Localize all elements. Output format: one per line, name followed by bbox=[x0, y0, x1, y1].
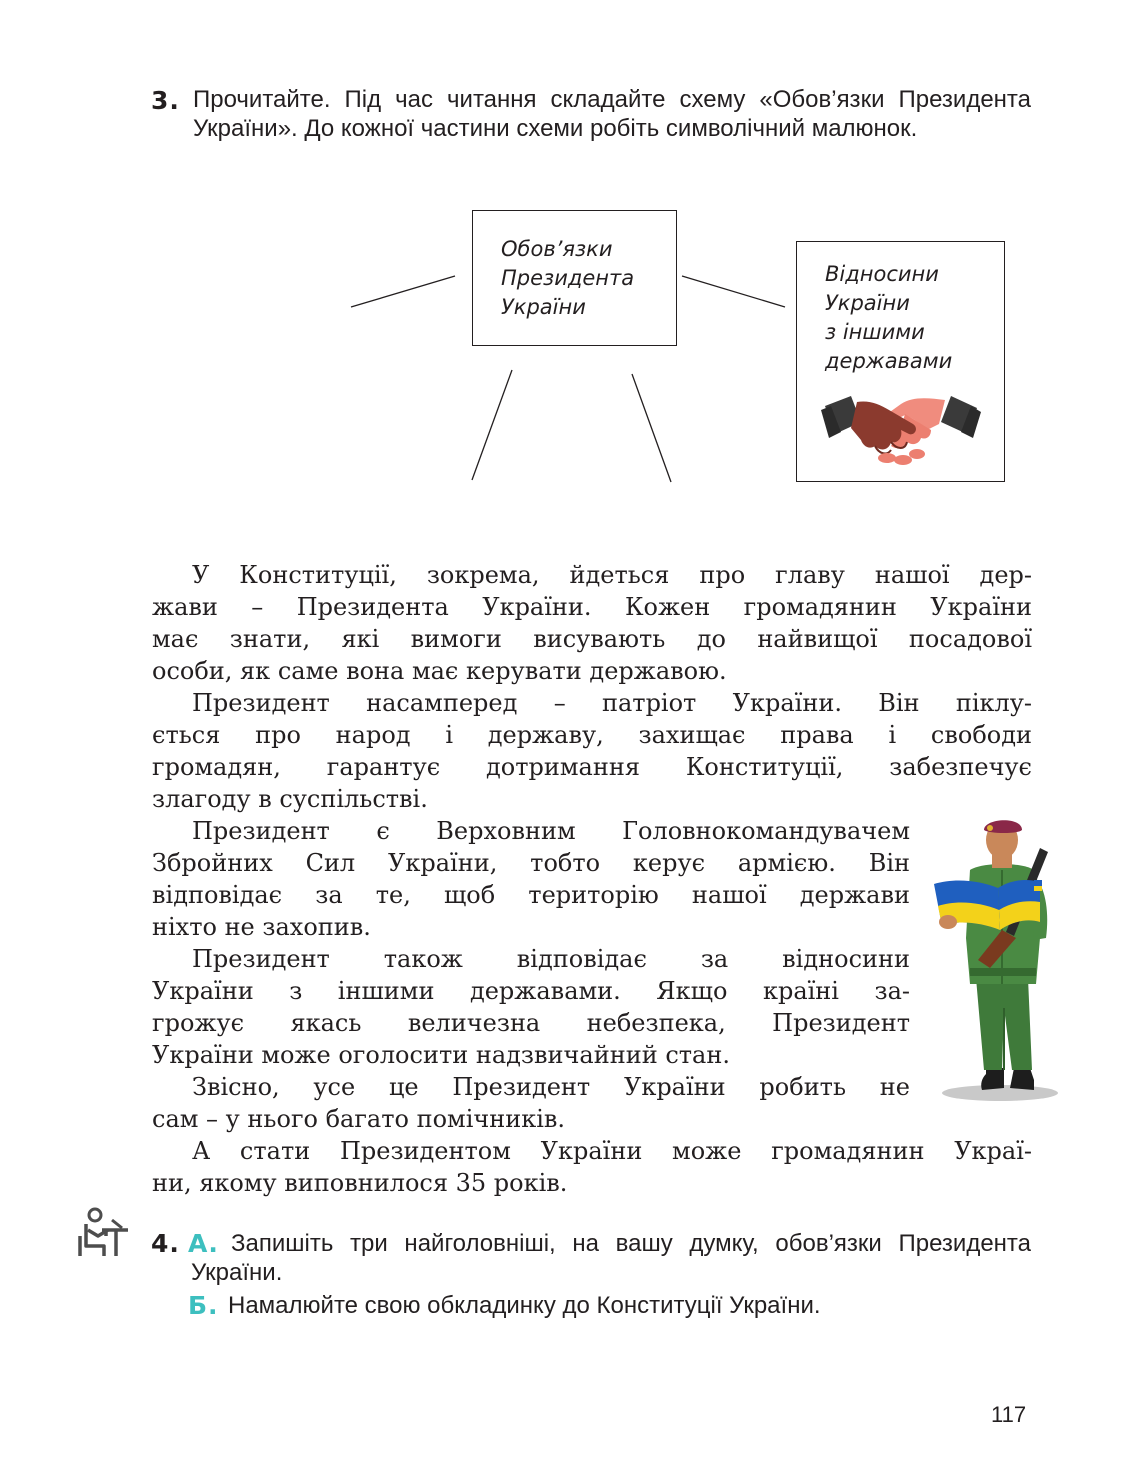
text-line: ється про народ і державу, захищає права і свободи bbox=[152, 721, 1032, 749]
task-3-number: 3. bbox=[151, 86, 180, 115]
text-line: жави – Президента України. Кожен громадянин України bbox=[152, 593, 1032, 621]
text-line: України може оголосити надзвичайний стан. bbox=[152, 1041, 730, 1069]
paragraph-2 bbox=[152, 687, 1032, 815]
text-line: У Конституції, зокрема, йдеться про главу нашої дер- bbox=[192, 561, 1032, 589]
reading-text-middle bbox=[152, 815, 910, 1135]
text-line: злагоду в суспільстві. bbox=[152, 785, 428, 813]
text-line: ніхто не захопив. bbox=[152, 913, 371, 941]
task-4-a-letter: А. bbox=[188, 1229, 219, 1258]
task-4-b-text: Намалюйте свою обкладинку до Конституції України. bbox=[228, 1292, 821, 1319]
text-line: сам – у нього багато помічників. bbox=[152, 1105, 566, 1133]
text-line: Президент насамперед – патріот України. Він піклу- bbox=[192, 689, 1032, 717]
student-desk-icon bbox=[76, 1206, 130, 1260]
text-line: відповідає за те, щоб територію нашої держави bbox=[152, 881, 910, 909]
text-line: Звісно, усе це Президент України робить не bbox=[192, 1073, 910, 1101]
task-4-a-text-span: Запишіть три найголовніші, на вашу думку, обов’язки Президента України. bbox=[191, 1230, 1031, 1286]
connector-bottom-right bbox=[632, 374, 671, 482]
text-line: особи, як саме вона має керувати державою. bbox=[152, 657, 727, 685]
paragraph-5 bbox=[152, 1071, 910, 1135]
paragraph-4 bbox=[152, 943, 910, 1071]
text-line: Президент є Верховним Головнокомандувачем bbox=[192, 817, 910, 845]
connector-right bbox=[682, 276, 785, 307]
task-3-text: Прочитайте. Під час читання складайте схему «Обов’язки Президента України». До кожної частини схеми робіть символічний малюнок. bbox=[193, 86, 1031, 142]
diagram-right-box bbox=[796, 241, 1005, 482]
soldier-with-flag-icon bbox=[930, 818, 1060, 1103]
text-line: громадян, гарантує дотримання Конституції, забезпечує bbox=[152, 753, 1032, 781]
paragraph-6 bbox=[152, 1135, 1032, 1199]
text-line: має знати, які вимоги висувають до найвищої посадової bbox=[152, 625, 1032, 653]
diagram-center-box bbox=[472, 210, 677, 346]
page-number: 117 bbox=[991, 1402, 1027, 1427]
task-4-number: 4. bbox=[151, 1229, 180, 1258]
reading-text-top bbox=[152, 559, 1032, 815]
diagram-center-text: Обов’язки Президента України bbox=[501, 237, 635, 319]
text-line: України з іншими державами. Якщо країні за- bbox=[152, 977, 910, 1005]
handshake-icon bbox=[817, 384, 985, 474]
text-line: ни, якому виповнилося 35 років. bbox=[152, 1169, 568, 1197]
task-4-b-letter: Б. bbox=[188, 1291, 219, 1320]
connector-bottom-left bbox=[472, 370, 512, 480]
diagram-right-text: Відносини України з іншими державами bbox=[825, 262, 953, 373]
text-line: грожує якась величезна небезпека, Президент bbox=[152, 1009, 910, 1037]
task-4-a-text bbox=[191, 1229, 1031, 1287]
text-line: А стати Президентом України може громадянин Украї- bbox=[192, 1137, 1032, 1165]
text-line: Збройних Сил України, тобто керує армією. Він bbox=[152, 849, 910, 877]
text-line: Президент також відповідає за відносини bbox=[192, 945, 910, 973]
paragraph-3 bbox=[152, 815, 910, 943]
connector-left bbox=[351, 276, 455, 307]
paragraph-1 bbox=[152, 559, 1032, 687]
reading-text-bottom bbox=[152, 1135, 1032, 1199]
